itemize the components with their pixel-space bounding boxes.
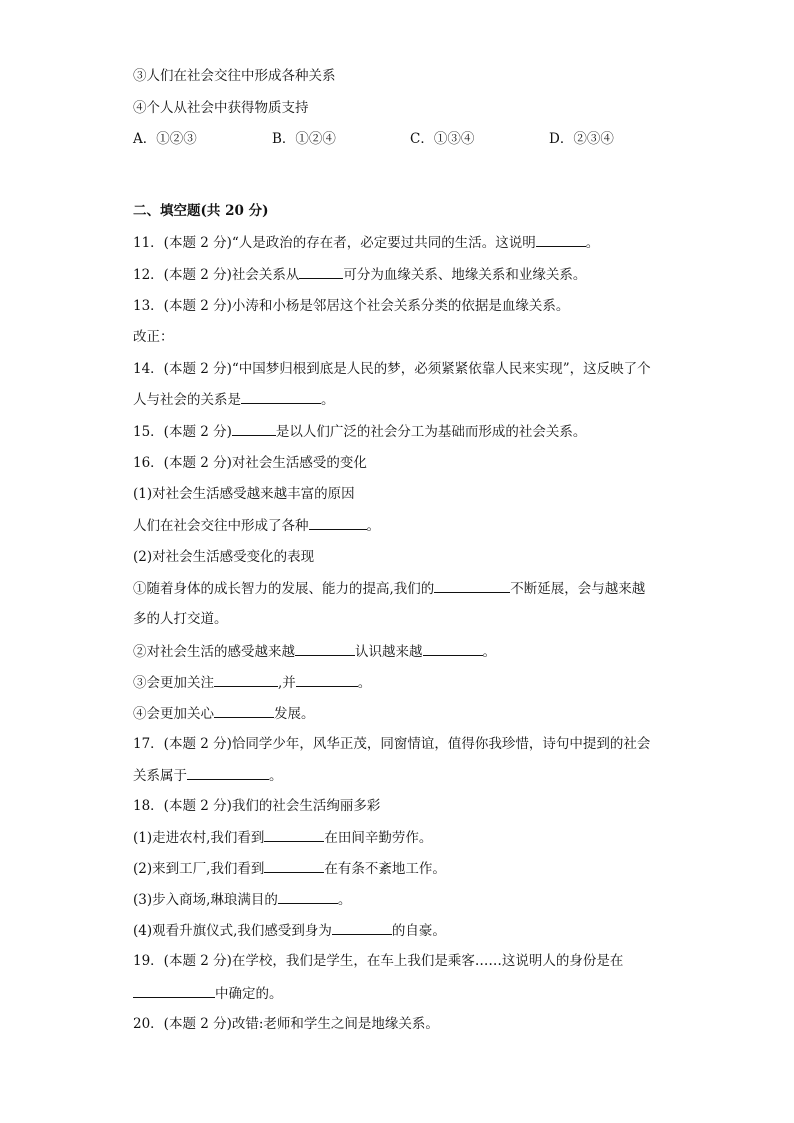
text: (1)对社会生活感受越来越丰富的原因 <box>133 486 355 502</box>
blank <box>232 422 276 436</box>
correction-label <box>133 328 174 346</box>
question-14 <box>133 360 651 378</box>
text: 认识越来越 <box>355 644 423 660</box>
option-line-4 <box>133 99 309 117</box>
option-line-3 <box>133 67 336 85</box>
question-18-part-3 <box>133 890 351 909</box>
text: ②对社会生活的感受越来越 <box>133 644 295 660</box>
blank <box>187 766 269 780</box>
text: 在田间辛勤劳作。 <box>324 830 433 846</box>
text: 中确定的。 <box>215 986 283 1002</box>
text: ①随着身体的成长智力的发展、能力的提高,我们的 <box>133 581 435 597</box>
choice-d: D．②③④ <box>549 131 614 147</box>
question-16-part-2-item-2 <box>133 642 496 661</box>
blank <box>264 859 324 873</box>
question-16-part-2-item-1-cont <box>133 610 228 628</box>
text: (2)对社会生活感受变化的表现 <box>133 549 315 565</box>
blank <box>214 704 274 718</box>
text: 。 <box>482 644 496 660</box>
text: ④个人从社会中获得物质支持 <box>133 100 309 116</box>
question-16-part-2-item-3 <box>133 673 371 692</box>
question-16 <box>133 454 367 472</box>
text: ,并 <box>278 675 296 691</box>
blank <box>309 516 367 530</box>
section-heading <box>133 202 268 220</box>
text: 人与社会的关系是 <box>133 392 241 408</box>
question-16-part-1-answer <box>133 516 380 535</box>
text: 12．(本题 2 分)社会关系从 <box>133 267 300 283</box>
blank <box>296 673 358 687</box>
text: (3)步入商场,琳琅满目的 <box>133 892 278 908</box>
text: 13．(本题 2 分)小涛和小杨是邻居这个社会关系分类的依据是血缘关系。 <box>133 298 570 314</box>
blank <box>423 642 483 656</box>
question-19 <box>133 952 623 970</box>
text: 。 <box>366 518 380 534</box>
text: 14．(本题 2 分)“中国梦归根到底是人民的梦，必须紧紧依靠人民来实现”，这反映了个 <box>133 361 651 377</box>
question-16-part-2 <box>133 548 314 566</box>
text: 人们在社会交往中形成了各种 <box>133 518 309 534</box>
blank <box>332 921 392 935</box>
blank <box>133 984 215 998</box>
question-14-cont <box>133 390 335 409</box>
blank <box>264 828 324 842</box>
text: 18．(本题 2 分)我们的社会生活绚丽多彩 <box>133 798 381 814</box>
text: 。 <box>269 768 283 784</box>
question-17-cont <box>133 766 283 785</box>
text: 19．(本题 2 分)在学校，我们是学生，在车上我们是乘客……这说明人的身份是在 <box>133 953 624 969</box>
text: ③人们在社会交往中形成各种关系 <box>133 68 336 84</box>
text: 可分为血缘关系、地缘关系和业缘关系。 <box>343 267 587 283</box>
text: (4)观看升旗仪式,我们感受到身为 <box>133 923 332 939</box>
text: 发展。 <box>274 706 315 722</box>
question-18-part-1 <box>133 828 432 847</box>
blank <box>536 233 586 247</box>
heading-text: 二、填空题(共 20 分) <box>133 203 269 219</box>
text: 不断延展，会与越来越 <box>510 581 646 597</box>
text: 关系属于 <box>133 768 187 784</box>
question-16-part-1 <box>133 485 355 503</box>
text: 。 <box>585 235 600 251</box>
text: 的自豪。 <box>391 923 446 939</box>
text: 。 <box>337 892 352 908</box>
question-17 <box>133 735 650 753</box>
question-16-part-2-item-4 <box>133 704 315 723</box>
text: 16．(本题 2 分)对社会生活感受的变化 <box>133 455 367 471</box>
question-12 <box>133 265 586 284</box>
choice-c: C．①③④ <box>410 131 475 147</box>
text: (2)来到工厂,我们看到 <box>133 861 265 877</box>
question-13 <box>133 297 569 315</box>
blank <box>278 890 338 904</box>
question-16-part-2-item-1 <box>133 579 645 598</box>
text: 改正： <box>133 329 174 345</box>
blank <box>434 579 510 593</box>
blank <box>214 673 278 687</box>
choice-a: A．①②③ <box>133 131 197 147</box>
question-18 <box>133 797 380 815</box>
question-20 <box>133 1015 439 1033</box>
question-18-part-4 <box>133 921 446 940</box>
question-18-part-2 <box>133 859 446 878</box>
text: 。 <box>357 675 372 691</box>
text: 是以人们广泛的社会分工为基础而形成的社会关系。 <box>275 424 587 440</box>
text: 多的人打交道。 <box>133 611 228 627</box>
text: 15．(本题 2 分) <box>133 424 232 440</box>
blank <box>299 265 343 279</box>
text: (1)走进农村,我们看到 <box>133 830 265 846</box>
text: 11．(本题 2 分)“人是政治的存在者，必定要过共同的生活。这说明 <box>133 235 536 251</box>
text: 17．(本题 2 分)恰同学少年，风华正茂，同窗情谊，值得你我珍惜，诗句中提到的社会 <box>133 736 651 752</box>
choice-b: B．①②④ <box>272 131 336 147</box>
text: 在有条不紊地工作。 <box>324 861 446 877</box>
question-11 <box>133 233 599 252</box>
text: ③会更加关注 <box>133 675 214 691</box>
blank <box>241 390 321 404</box>
question-19-cont <box>133 984 283 1003</box>
blank <box>295 642 355 656</box>
text: ④会更加关心 <box>133 706 214 722</box>
text: 20．(本题 2 分)改错:老师和学生之间是地缘关系。 <box>133 1016 439 1032</box>
question-15 <box>133 422 586 441</box>
text: 。 <box>321 392 335 408</box>
